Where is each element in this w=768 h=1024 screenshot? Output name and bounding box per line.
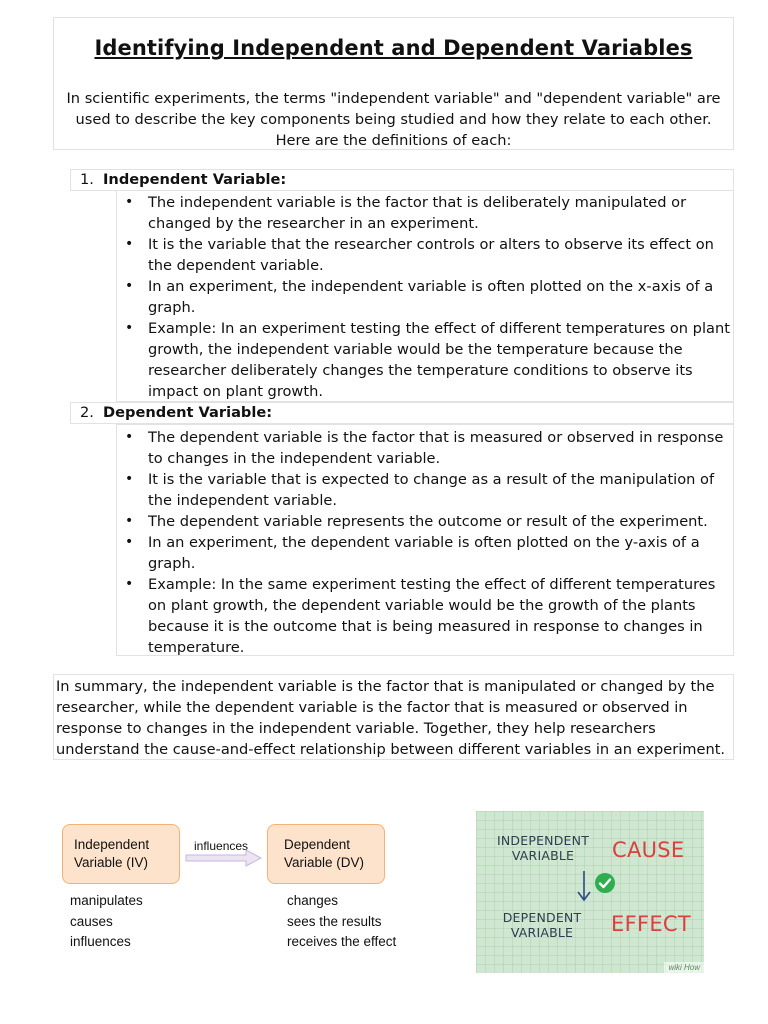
dependent-variable-box <box>267 824 385 884</box>
iv-verb: influences <box>70 934 131 949</box>
hand-line: VARIABLE <box>511 848 575 863</box>
dv-verb: sees the results <box>287 913 382 929</box>
intro-paragraph: In scientific experiments, the terms "independent variable" and "dependent variable" are used to describe the key components being studied and how they relate to each other. Here are the definitions of each: <box>66 90 721 149</box>
down-arrow-icon <box>576 869 592 903</box>
right-arrow-icon <box>184 848 264 868</box>
dependent-variable-bullets <box>116 424 734 656</box>
hand-line: INDEPENDENT <box>496 833 590 848</box>
bullet-item: • Example: In an experiment testing the effect of different temperatures on plant growth, the independent variable would be the temperature because the researcher deliberately changes the temperature conditions to observe its impact on plant growth. <box>117 318 733 402</box>
dv-box-line: Variable (DV) <box>284 855 365 870</box>
iv-box-line: Variable (IV) <box>74 855 149 870</box>
dv-verbs-list <box>287 891 396 953</box>
list-number: 2. <box>80 404 94 421</box>
hand-line: VARIABLE <box>510 925 574 940</box>
dv-box-line: Dependent <box>284 837 351 852</box>
iv-verb: manipulates <box>70 893 143 908</box>
bullet-item: • It is the variable that is expected to change as a result of the manipulation of the independent variable. <box>117 469 733 511</box>
section-heading-label: Dependent Variable: <box>103 404 273 421</box>
check-icon <box>594 872 616 894</box>
hand-line: DEPENDENT <box>502 910 582 925</box>
iv-verb: causes <box>70 913 113 929</box>
arrow-label: influences <box>194 839 249 853</box>
bullet-item: • In an experiment, the independent variable is often plotted on the x-axis of a graph. <box>117 276 733 318</box>
bullet-item: • The dependent variable is the factor that is measured or observed in response to changes in the independent variable. <box>117 427 733 469</box>
section-heading-label: Independent Variable: <box>103 171 287 188</box>
bullet-item: • The independent variable is the factor that is deliberately manipulated or changed by the researcher in an experiment. <box>117 192 733 234</box>
bullet-item: • In an experiment, the dependent variable is often plotted on the y-axis of a graph. <box>117 532 733 574</box>
independent-variable-handwritten <box>484 833 602 863</box>
dv-verb: receives the effect <box>287 934 397 949</box>
section-heading-independent <box>70 169 734 191</box>
independent-variable-box <box>62 824 180 884</box>
dv-verb: changes <box>287 893 339 908</box>
independent-variable-bullets <box>116 190 734 402</box>
page-title: Identifying Independent and Dependent Variables <box>94 36 693 60</box>
section-heading-dependent <box>70 402 734 424</box>
bullet-item: • It is the variable that the researcher controls or alters to observe its effect on the dependent variable. <box>117 234 733 276</box>
dependent-variable-handwritten <box>488 910 596 940</box>
bullet-item: • Example: In the same experiment testing the effect of different temperatures on plant growth, the dependent variable would be the growth of the plants because it is the outcome that is being measured in response to changes in temperature. <box>117 574 733 658</box>
list-number: 1. <box>80 171 94 188</box>
effect-label: EFFECT <box>611 912 691 936</box>
cause-label: CAUSE <box>612 838 685 862</box>
title-box <box>53 17 734 150</box>
iv-verbs-list <box>70 891 143 953</box>
summary-box <box>53 674 734 760</box>
bullet-item: • The dependent variable represents the outcome or result of the experiment. <box>117 511 733 532</box>
cause-effect-image <box>476 811 704 973</box>
iv-box-line: Independent <box>74 837 150 852</box>
wikihow-watermark: wiki How <box>664 962 704 973</box>
summary-paragraph: In summary, the independent variable is the factor that is manipulated or changed by the researcher, while the dependent variable is the factor that is measured or observed in response to changes in the independent variable. Together, they help researchers understand the cause-and-effect relationship between different variables in an experiment. <box>56 678 726 758</box>
